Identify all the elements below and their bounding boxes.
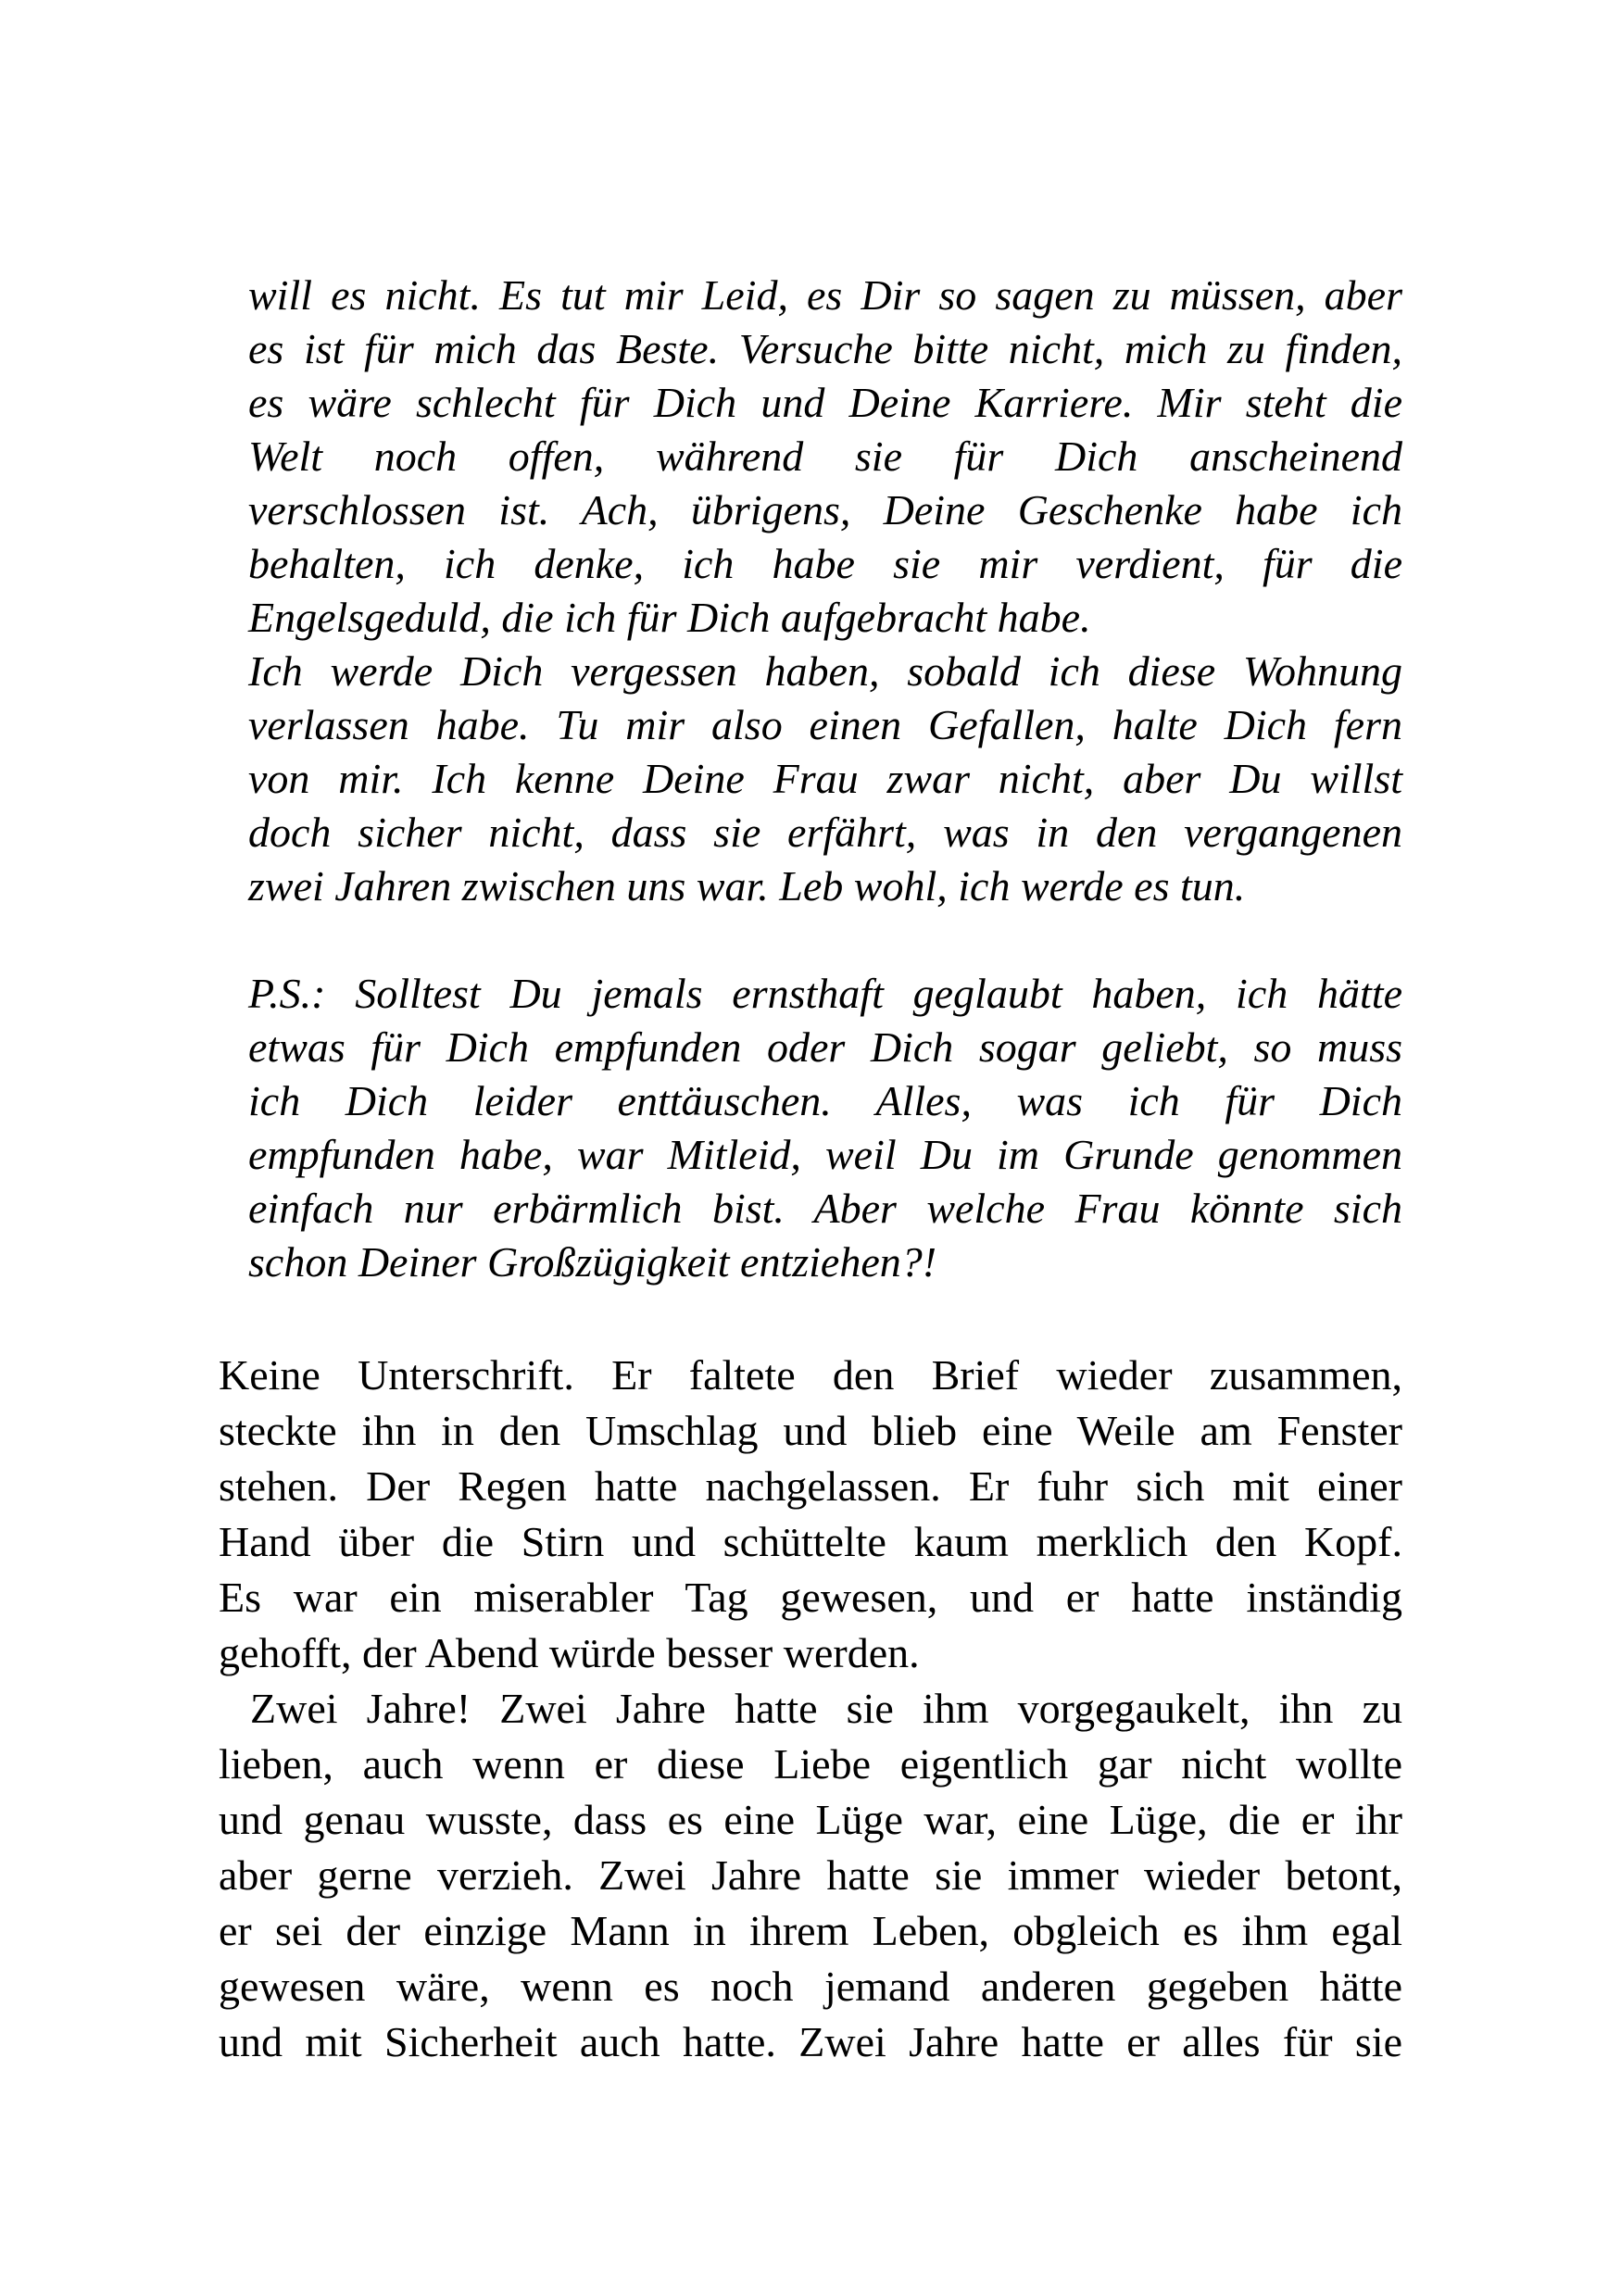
text-line: und genau wusste, dass es eine Lüge war, eine Lüge, die er ihr (219, 1796, 1402, 1843)
narrative-text (219, 1348, 1402, 2070)
text-line: aber gerne verzieh. Zwei Jahre hatte sie immer wieder betont, (219, 1851, 1402, 1899)
letter-paragraph-1 (248, 269, 1402, 645)
text-line: Keine Unterschrift. Er faltete den Brief wieder zusammen, (219, 1351, 1402, 1399)
text-line: verlassen habe. Tu mir also einen Gefallen, halte Dich fern (248, 701, 1402, 748)
text-line: Engelsgeduld, die ich für Dich aufgebracht habe. (248, 594, 1091, 641)
text-line: Zwei Jahre! Zwei Jahre hatte sie ihm vorgegaukelt, ihn zu (250, 1685, 1402, 1732)
text-line: Ich werde Dich vergessen haben, sobald ich diese Wohnung (248, 647, 1402, 695)
text-line: empfunden habe, war Mitleid, weil Du im Grunde genommen (248, 1131, 1402, 1178)
text-line: zwei Jahren zwischen uns war. Leb wohl, ich werde es tun. (248, 862, 1246, 910)
text-line: stehen. Der Regen hatte nachgelassen. Er fuhr sich mit einer (219, 1462, 1402, 1510)
text-line: und mit Sicherheit auch hatte. Zwei Jahre hatte er alles für sie (219, 2018, 1402, 2065)
text-line: verschlossen ist. Ach, übrigens, Deine Geschenke habe ich (248, 486, 1402, 533)
quoted-letter (248, 269, 1402, 1289)
narrative-paragraph-2 (219, 1681, 1402, 2070)
text-line: behalten, ich denke, ich habe sie mir verdient, für die (248, 540, 1402, 587)
narrative-paragraph-1 (219, 1348, 1402, 1681)
text-line: doch sicher nicht, dass sie erfährt, was in den vergangenen (248, 809, 1402, 856)
letter-paragraph-2 (248, 645, 1402, 913)
text-line: schon Deiner Großzügigkeit entziehen?! (248, 1238, 937, 1286)
text-line: etwas für Dich empfunden oder Dich sogar geliebt, so muss (248, 1023, 1402, 1071)
text-line: Hand über die Stirn und schüttelte kaum merklich den Kopf. (219, 1518, 1402, 1565)
text-line: Es war ein miserabler Tag gewesen, und er hatte inständig (219, 1574, 1402, 1621)
text-line: es ist für mich das Beste. Versuche bitte nicht, mich zu finden, (248, 325, 1402, 372)
text-line: P.S.: Solltest Du jemals ernsthaft geglaubt haben, ich hätte (248, 970, 1402, 1017)
text-line: lieben, auch wenn er diese Liebe eigentlich gar nicht wollte (219, 1740, 1402, 1788)
text-line: von mir. Ich kenne Deine Frau zwar nicht, aber Du willst (248, 755, 1402, 802)
text-line: will es nicht. Es tut mir Leid, es Dir so sagen zu müssen, aber (248, 271, 1402, 319)
text-line: es wäre schlecht für Dich und Deine Karriere. Mir steht die (248, 379, 1402, 426)
text-line: einfach nur erbärmlich bist. Aber welche Frau könnte sich (248, 1185, 1402, 1232)
text-line: Welt noch offen, während sie für Dich anscheinend (248, 433, 1402, 480)
text-line: er sei der einzige Mann in ihrem Leben, obgleich es ihm egal (219, 1907, 1402, 1954)
text-line: gehofft, der Abend würde besser werden. (219, 1629, 920, 1676)
text-line: ich Dich leider enttäuschen. Alles, was ich für Dich (248, 1077, 1402, 1124)
letter-postscript (248, 967, 1402, 1289)
text-line: steckte ihn in den Umschlag und blieb eine Weile am Fenster (219, 1407, 1402, 1454)
text-line: gewesen wäre, wenn es noch jemand anderen gegeben hätte (219, 1963, 1402, 2010)
